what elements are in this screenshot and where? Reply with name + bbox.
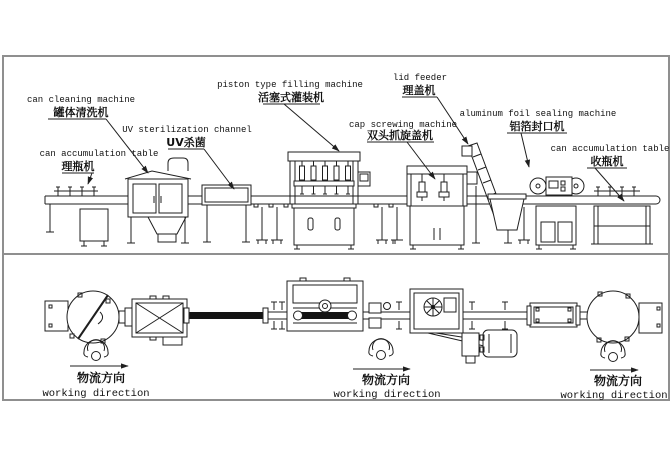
filling-nozzles bbox=[300, 161, 351, 194]
direction-left bbox=[42, 340, 149, 400]
lid-feeder-elevation bbox=[462, 143, 526, 243]
label-acc-right-en: can accumulation table bbox=[550, 144, 670, 154]
direction-en-right: working direction bbox=[560, 390, 668, 402]
leader-filling bbox=[284, 104, 339, 151]
operator-symbol-right bbox=[601, 341, 625, 362]
lid-feeder-plan bbox=[428, 330, 517, 363]
direction-en-left: working direction bbox=[42, 388, 150, 400]
transfer-unit-plan bbox=[363, 302, 410, 329]
working-direction-marks bbox=[42, 339, 667, 402]
can-accumulation-table-right-plan bbox=[587, 291, 662, 343]
outfeed-conveyor-plan bbox=[463, 302, 530, 329]
label-filling-en: piston type filling machine bbox=[217, 80, 363, 90]
label-piston-filling bbox=[217, 80, 363, 151]
cap-screwing-machine-plan bbox=[410, 289, 463, 333]
label-filling-zh: 活塞式灌装机 bbox=[258, 91, 324, 104]
label-sealer-zh: 铝箔封口机 bbox=[509, 120, 565, 133]
piston-filling-machine-elevation bbox=[288, 152, 370, 249]
can-cleaning-machine-plan bbox=[132, 296, 187, 345]
label-acc-right-zh: 收瓶机 bbox=[590, 155, 624, 168]
cap-screwing-machine-elevation bbox=[407, 166, 477, 249]
label-uv-zh: UV杀菌 bbox=[166, 136, 206, 149]
operator-symbol-middle bbox=[369, 339, 393, 360]
foil-sealing-machine-plan bbox=[527, 303, 589, 327]
label-lid-feeder-zh: 理盖机 bbox=[402, 84, 436, 97]
direction-zh-left: 物流方向 bbox=[76, 371, 126, 385]
label-acc-left-en: can accumulation table bbox=[39, 149, 159, 159]
plan-view bbox=[45, 278, 662, 363]
label-acc-left-zh: 理瓶机 bbox=[61, 160, 95, 173]
leader-sealer bbox=[521, 133, 529, 167]
label-capper-zh: 双头抓旋盖机 bbox=[367, 129, 433, 142]
foil-sealing-machine-elevation bbox=[530, 177, 584, 249]
piston-filling-machine-plan bbox=[287, 278, 363, 331]
label-cleaning-en: can cleaning machine bbox=[26, 95, 136, 105]
direction-en-middle: working direction bbox=[333, 389, 441, 401]
infeed-belt-conveyor-plan bbox=[184, 302, 287, 329]
leader-acc-left bbox=[88, 173, 92, 184]
label-uv-en: UV sterilization channel bbox=[122, 125, 252, 135]
can-accumulation-table-left-plan bbox=[45, 291, 132, 343]
can-cleaning-machine-elevation bbox=[125, 158, 191, 243]
label-sealer-en: aluminum foil sealing machine bbox=[459, 109, 617, 119]
label-capper-en: cap screwing machine bbox=[348, 120, 458, 130]
direction-right bbox=[560, 341, 667, 402]
leader-uv bbox=[204, 149, 234, 189]
direction-zh-right: 物流方向 bbox=[593, 374, 643, 388]
direction-middle bbox=[333, 339, 440, 401]
uv-sterilization-channel-elevation bbox=[202, 185, 251, 242]
label-lid-feeder-en: lid feeder bbox=[392, 73, 448, 83]
direction-zh-middle: 物流方向 bbox=[361, 373, 411, 387]
label-cleaning-zh: 罐体清洗机 bbox=[53, 106, 109, 119]
